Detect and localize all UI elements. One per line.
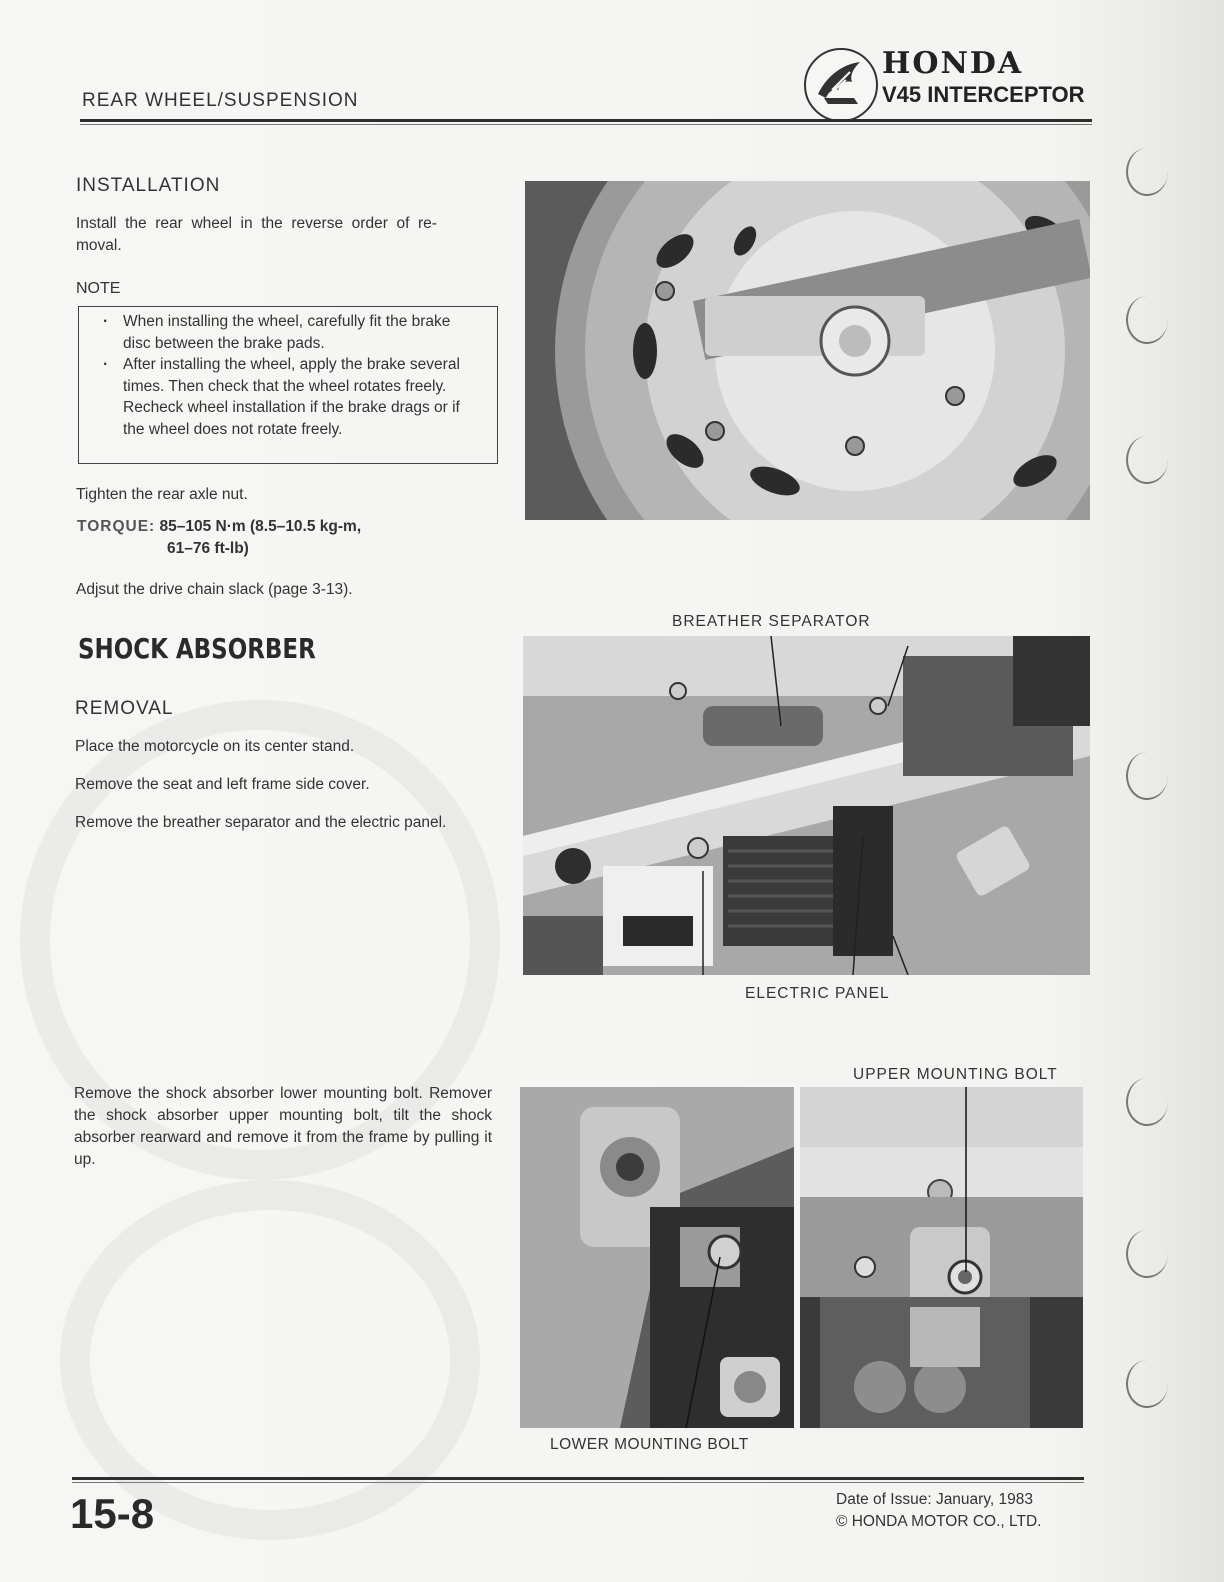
photo-rear-wheel-hub — [525, 181, 1090, 520]
page-number: 15-8 — [70, 1490, 155, 1537]
removal-heading: REMOVAL — [75, 698, 174, 719]
binder-tab-7 — [1126, 1360, 1168, 1408]
adjust-chain-instruction: Adjsut the drive chain slack (page 3-13). — [76, 581, 353, 598]
torque-value-line2: 61–76 ft-lb) — [167, 540, 249, 557]
removal-step-4: Remove the shock absorber lower mounting bolt. Remover the shock absorber upper mounting bolt, tilt the shock absorber rearward and remove it from the frame by pulling it up. — [74, 1085, 492, 1168]
shock-absorber-heading: SHOCK ABSORBER — [78, 632, 316, 665]
upper-mounting-bolt-illustration — [800, 1087, 1083, 1428]
header-divider-thin — [80, 124, 1092, 125]
footer-divider-thin — [72, 1482, 1084, 1483]
installation-intro-line2: moval. — [76, 237, 122, 254]
tighten-instruction: Tighten the rear axle nut. — [76, 486, 248, 503]
binder-tab-6 — [1126, 1230, 1168, 1278]
lower-mounting-bolt-illustration — [520, 1087, 794, 1428]
caption-lower-mounting-bolt: LOWER MOUNTING BOLT — [550, 1436, 749, 1453]
torque-label: TORQUE: — [77, 518, 156, 535]
photo-lower-mounting-bolt — [520, 1087, 794, 1428]
footer-divider — [72, 1477, 1084, 1480]
rear-wheel-hub-illustration — [525, 181, 1090, 520]
brand-name: HONDA — [882, 46, 1024, 81]
photo-breather-separator — [523, 636, 1090, 975]
installation-intro — [76, 213, 496, 257]
background-ghost-wheel-lower — [60, 1180, 480, 1540]
date-of-issue: Date of Issue: January, 1983 — [836, 1491, 1034, 1508]
note-item-2: · After installing the wheel, apply the brake several times. Then check that the wheel rotates freely. Recheck wheel installation if the brake drags or if the wheel does not rotate freely. — [103, 354, 479, 440]
note-box — [78, 306, 498, 464]
installation-heading: INSTALLATION — [76, 175, 221, 196]
wing-icon — [806, 50, 876, 120]
torque-value-line1: 85–105 N·m (8.5–10.5 kg-m, — [159, 518, 362, 535]
honda-wing-logo — [804, 48, 878, 122]
binder-tab-4 — [1126, 752, 1168, 800]
installation-intro-line1: Install the rear wheel in the reverse order of re- — [76, 215, 437, 232]
model-name: V45 INTERCEPTOR — [882, 82, 1085, 107]
section-header: REAR WHEEL/SUSPENSION — [82, 90, 359, 111]
binder-tab-2 — [1126, 296, 1168, 344]
caption-upper-mounting-bolt: UPPER MOUNTING BOLT — [853, 1066, 1058, 1083]
breather-separator-illustration — [523, 636, 1090, 975]
note-item-1: · When installing the wheel, carefully fit the brake disc between the brake pads. — [103, 311, 479, 354]
removal-step-3: Remove the breather separator and the electric panel. — [75, 814, 447, 831]
binder-tab-5 — [1126, 1078, 1168, 1126]
caption-electric-panel: ELECTRIC PANEL — [745, 985, 890, 1002]
note-label: NOTE — [76, 280, 121, 297]
caption-breather-separator: BREATHER SEPARATOR — [672, 613, 871, 630]
removal-step-1: Place the motorcycle on its center stand. — [75, 738, 355, 755]
torque-spec — [77, 516, 361, 560]
header-divider — [80, 119, 1092, 122]
binder-tab-1 — [1126, 148, 1168, 196]
copyright: © HONDA MOTOR CO., LTD. — [836, 1513, 1042, 1530]
photo-upper-mounting-bolt — [800, 1087, 1083, 1428]
binder-tab-3 — [1126, 436, 1168, 484]
removal-step-2: Remove the seat and left frame side cover. — [75, 776, 370, 793]
